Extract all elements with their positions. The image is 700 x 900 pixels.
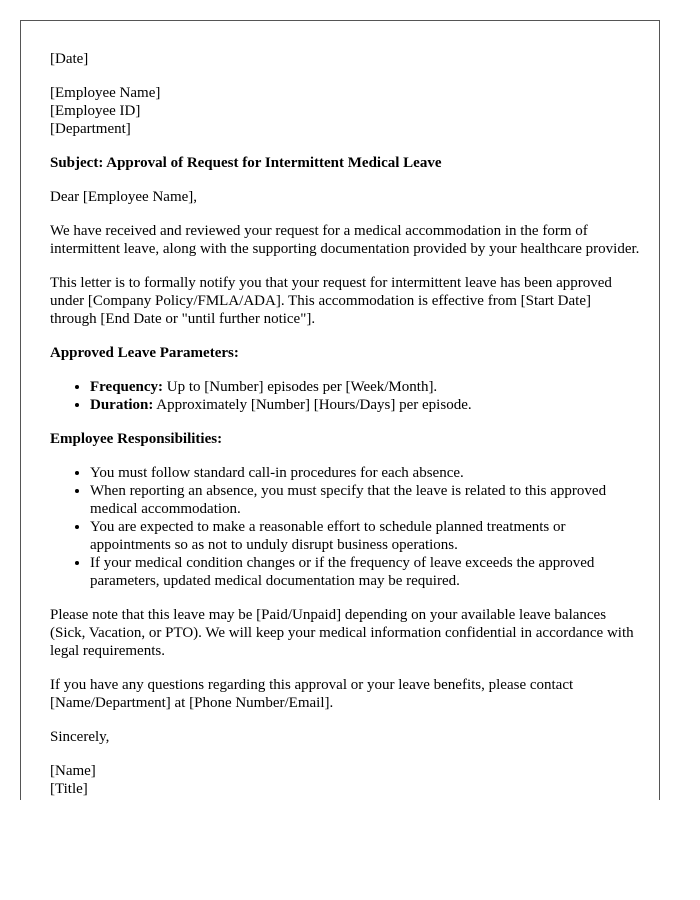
parameter-item-duration	[90, 396, 640, 414]
letter-salutation: Dear [Employee Name],	[50, 189, 198, 205]
letter-content	[50, 50, 640, 800]
responsibility-item: • When reporting an absence, you must specify that the leave is related to this approved medical accommodation.	[90, 482, 640, 518]
letter-page	[20, 20, 660, 800]
responsibilities-heading: Employee Responsibilities:	[50, 431, 223, 447]
responsibilities-list	[50, 464, 640, 590]
letter-subject: Subject: Approval of Request for Intermittent Medical Leave	[50, 155, 442, 171]
signature-block	[50, 762, 640, 798]
signature-name: [Name]	[50, 763, 96, 779]
body-paragraph-4: If you have any questions regarding this approval or your leave benefits, please contact [Name/Department] at [Phone Number/Email].	[50, 677, 574, 711]
responsibility-item: • You must follow standard call-in procedures for each absence.	[90, 464, 640, 482]
signature-title: [Title]	[50, 781, 88, 797]
responsibility-item: • You are expected to make a reasonable effort to schedule planned treatments or appointments so as not to unduly disrupt business operations.	[90, 518, 640, 554]
parameters-list	[50, 378, 640, 414]
parameters-heading: Approved Leave Parameters:	[50, 345, 239, 361]
recipient-id: [Employee ID]	[50, 103, 141, 119]
responsibility-item: • If your medical condition changes or if the frequency of leave exceeds the approved parameters, updated medical documentation may be required.	[90, 554, 640, 590]
recipient-department: [Department]	[50, 121, 131, 137]
recipient-block	[50, 84, 640, 138]
parameter-label: Frequency:	[90, 379, 164, 395]
letter-date: [Date]	[50, 51, 89, 67]
letter-closing: Sincerely,	[50, 729, 110, 745]
recipient-name: [Employee Name]	[50, 85, 161, 101]
parameter-text: Up to [Number] episodes per [Week/Month].	[163, 379, 438, 395]
parameter-item-frequency	[90, 378, 640, 396]
body-paragraph-2: This letter is to formally notify you that your request for intermittent leave has been approved under [Company Policy/FMLA/ADA]. This accommodation is effective from [Start Date] through [End Date or "until further notice"].	[50, 275, 612, 327]
parameter-label: Duration:	[90, 397, 154, 413]
body-paragraph-3: Please note that this leave may be [Paid/Unpaid] depending on your available leave balances (Sick, Vacation, or PTO). We will keep your medical information confidential in accordance with legal requirements.	[50, 607, 634, 659]
parameter-text: Approximately [Number] [Hours/Days] per episode.	[153, 397, 472, 413]
body-paragraph-1: We have received and reviewed your request for a medical accommodation in the form of intermittent leave, along with the supporting documentation provided by your healthcare provider.	[50, 223, 640, 257]
